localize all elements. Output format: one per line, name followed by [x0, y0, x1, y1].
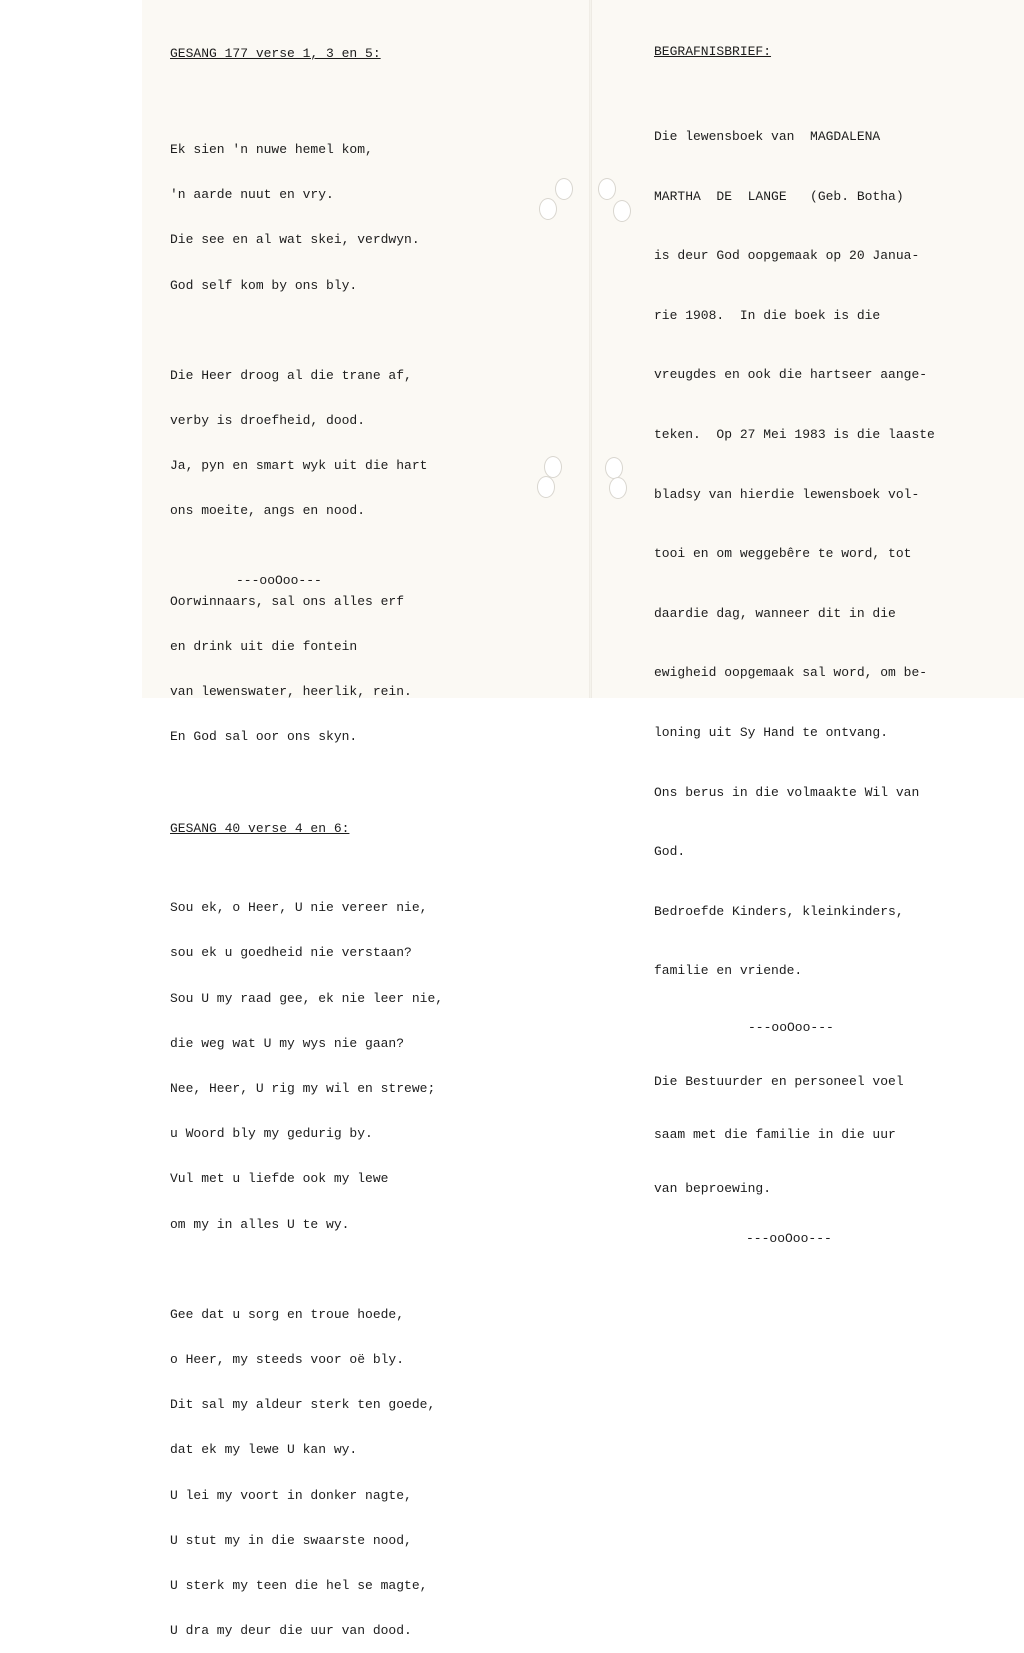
letter-line: Ons berus in die volmaakte Wil van	[654, 784, 920, 800]
verse-line: Dit sal my aldeur sterk ten goede,	[170, 1397, 436, 1413]
punch-hole	[598, 178, 616, 200]
verse-line: U stut my in die swaarste nood,	[170, 1532, 412, 1548]
letter-heading: BEGRAFNISBRIEF:	[654, 44, 772, 59]
verse-line: Sou U my raad gee, ek nie leer nie,	[170, 990, 444, 1006]
punch-hole	[544, 456, 562, 478]
hymn-heading: GESANG 40 verse 4 en 6:	[170, 821, 350, 837]
verse-line: U lei my voort in donker nagte,	[170, 1487, 412, 1503]
punch-hole	[613, 200, 631, 222]
verse-line: Ek sien 'n nuwe hemel kom,	[170, 142, 373, 157]
verse-line: Die see en al wat skei, verdwyn.	[170, 232, 420, 248]
verse-line: dat ek my lewe U kan wy.	[170, 1442, 358, 1458]
verse-line: verby is droefheid, dood.	[170, 412, 366, 428]
letter-line: ewigheid oopgemaak sal word, om be-	[654, 665, 928, 681]
verse-line: En God sal oor ons skyn.	[170, 729, 358, 745]
verse-line: en drink uit die fontein	[170, 638, 358, 654]
center-fold	[589, 0, 592, 698]
verse-line: U dra my deur die uur van dood.	[170, 1623, 412, 1639]
verse-line: Vul met u liefde ook my lewe	[170, 1171, 389, 1187]
verse-line: Sou ek, o Heer, U nie vereer nie,	[170, 900, 428, 916]
verse-line: Die Heer droog al die trane af,	[170, 367, 412, 383]
letter-line: MARTHA DE LANGE (Geb. Botha)	[654, 188, 904, 204]
separator: ---ooOoo---	[236, 573, 322, 588]
verse-line: Ja, pyn en smart wyk uit die hart	[170, 458, 428, 474]
hymns-column	[170, 14, 443, 1653]
verse-line: 'n aarde nuut en vry.	[170, 187, 334, 203]
punch-hole	[539, 198, 557, 220]
letter-line: loning uit Sy Hand te ontvang.	[654, 724, 889, 740]
verse-line: om my in alles U te wy.	[170, 1216, 350, 1232]
letter-line: daardie dag, wanneer dit in die	[654, 605, 896, 621]
punch-hole	[537, 476, 555, 498]
verse-line: Nee, Heer, U rig my wil en strewe;	[170, 1081, 436, 1096]
verse-line: God self kom by ons bly.	[170, 277, 358, 293]
letter-line: familie en vriende.	[654, 963, 803, 979]
verse-line: Gee dat u sorg en troue hoede,	[170, 1306, 405, 1322]
letter-line: Bedroefde Kinders, kleinkinders,	[654, 903, 904, 919]
letter-line: Die lewensboek van MAGDALENA	[654, 129, 881, 144]
punch-hole	[609, 477, 627, 499]
closing-line: van beproewing.	[654, 1180, 772, 1196]
letter-line: teken. Op 27 Mei 1983 is die laaste	[654, 426, 935, 442]
punch-hole	[605, 457, 623, 479]
verse-line: ons moeite, angs en nood.	[170, 503, 366, 519]
verse-line: sou ek u goedheid nie verstaan?	[170, 945, 412, 961]
letter-line: is deur God oopgemaak op 20 Janua-	[654, 248, 920, 264]
verse-line: o Heer, my steeds voor oë bly.	[170, 1351, 405, 1367]
letter-line: bladsy van hierdie lewensboek vol-	[654, 486, 920, 502]
closing-line: saam met die familie in die uur	[654, 1127, 896, 1143]
verse-line: u Woord bly my gedurig by.	[170, 1126, 373, 1142]
letter-line: vreugdes en ook die hartseer aange-	[654, 367, 928, 383]
closing-line: Die Bestuurder en personeel voel	[654, 1073, 904, 1089]
letter-line: tooi en om weggebêre te word, tot	[654, 546, 912, 562]
hymn-heading: GESANG 177 verse 1, 3 en 5:	[170, 46, 381, 61]
verse-line: die weg wat U my wys nie gaan?	[170, 1035, 405, 1051]
separator: ---ooOoo---	[746, 1231, 832, 1247]
separator: ---ooOoo---	[748, 1019, 834, 1035]
verse-line: van lewenswater, heerlik, rein.	[170, 683, 412, 699]
funeral-letter-column	[654, 14, 935, 1263]
verse-line: Oorwinnaars, sal ons alles erf	[170, 593, 405, 609]
verse-line: U sterk my teen die hel se magte,	[170, 1577, 428, 1593]
letter-line: rie 1908. In die boek is die	[654, 307, 881, 323]
punch-hole	[555, 178, 573, 200]
letter-line: God.	[654, 844, 686, 860]
